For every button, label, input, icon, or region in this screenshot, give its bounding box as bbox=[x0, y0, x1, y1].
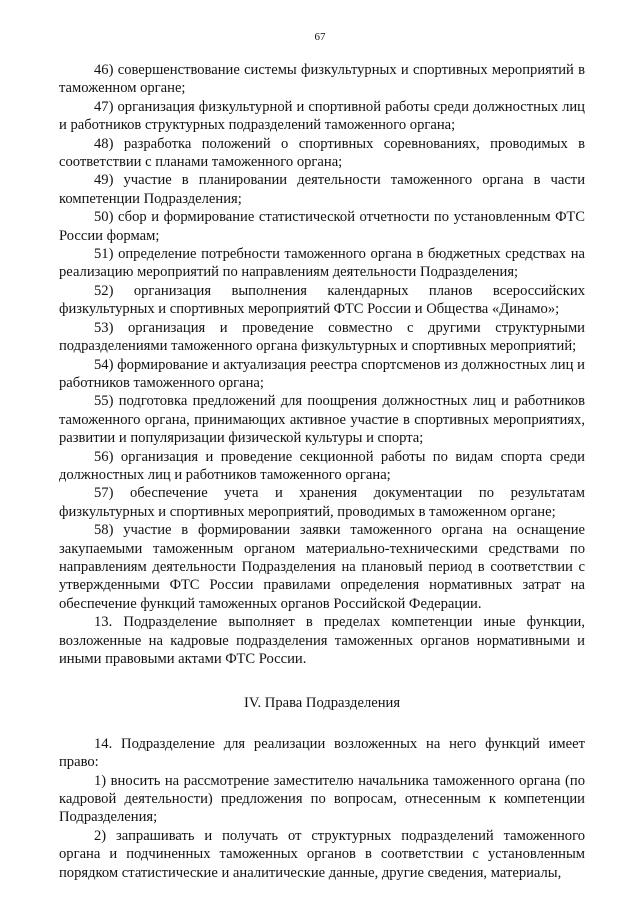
page-number: 67 bbox=[314, 31, 326, 43]
paragraph-item-50: 50) сбор и формирование статистической отчетности по установленным ФТС России формам; bbox=[59, 209, 585, 244]
paragraph-item-46: 46) совершенствование системы физкультурных и спортивных мероприятий в таможенном органе; bbox=[59, 62, 585, 97]
paragraph-clause-13: 13. Подразделение выполняет в пределах компетенции иные функции, возложенные на кадровые подразделения таможенных органов нормативными и иными правовыми актами ФТС России. bbox=[59, 614, 585, 667]
paragraph-item-48: 48) разработка положений о спортивных соревнованиях, проводимых в соответствии с планами таможенного органа; bbox=[59, 135, 585, 171]
paragraph-right-2: 2) запрашивать и получать от структурных подразделений таможенного органа и подчиненных таможенных органов в соответствии с установленным порядком статистические и аналитические данные, другие сведения, материалы, bbox=[59, 827, 585, 881]
paragraph-clause-14: 14. Подразделение для реализации возложенных на него функций имеет право: bbox=[59, 735, 585, 771]
paragraph-item-49: 49) участие в планировании деятельности таможенного органа в части компетенции Подразделения; bbox=[59, 172, 585, 207]
paragraph-item-53: 53) организация и проведение совместно с другими структурными подразделениями таможенного органа физкультурных и спортивных мероприятий; bbox=[59, 319, 585, 355]
paragraph-item-51: 51) определение потребности таможенного органа в бюджетных средствах на реализацию мероприятий по направлениям деятельности Подразделения; bbox=[59, 246, 585, 281]
paragraph-item-54: 54) формирование и актуализация реестра спортсменов из должностных лиц и работников таможенного органа; bbox=[59, 356, 585, 391]
paragraph-item-57: 57) обеспечение учета и хранения документации по результатам физкультурных и спортивных мероприятий, проводимых в таможенном органе; bbox=[59, 485, 585, 520]
paragraph-item-55: 55) подготовка предложений для поощрения должностных лиц и работников таможенного органа, принимающих активное участие в спортивных мероприятиях, развитии и популяризации физической культуры и спорта; bbox=[59, 393, 585, 447]
section-heading: IV. Права Подразделения bbox=[243, 695, 401, 712]
paragraph-right-1: 1) вносить на рассмотрение заместителю начальника таможенного органа (по кадровой деятельности) предложения по вопросам, отнесенным к компетенции Подразделения; bbox=[59, 772, 585, 826]
document-body bbox=[59, 61, 585, 882]
paragraph-item-58: 58) участие в формировании заявки таможенного органа на оснащение закупаемыми таможенным органом материально-техническими средствами по направлениям деятельности Подразделения на плановый период в соответствии с утвержденными ФТС России правилами определения нормативных затрат на обеспечение функций таможенных органов Российской Федерации. bbox=[59, 522, 585, 612]
paragraph-item-56: 56) организация и проведение секционной работы по видам спорта среди должностных лиц и работников таможенного органа; bbox=[59, 448, 585, 483]
paragraph-item-52: 52) организация выполнения календарных планов всероссийских физкультурных и спортивных мероприятий ФТС России и Общества «Динамо»; bbox=[59, 282, 585, 318]
paragraph-item-47: 47) организация физкультурной и спортивной работы среди должностных лиц и работников структурных подразделений таможенного органа; bbox=[59, 98, 585, 134]
